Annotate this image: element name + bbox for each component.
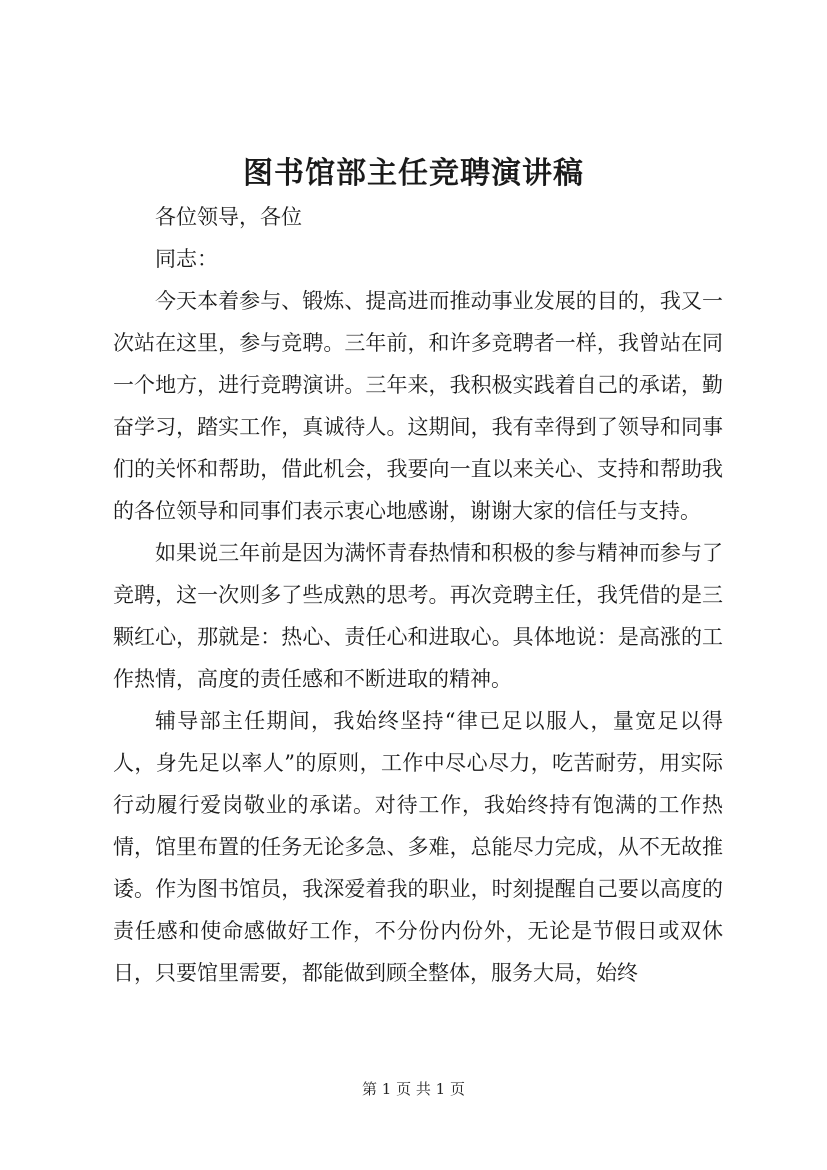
document-body bbox=[113, 196, 723, 994]
paragraph-2: 如果说三年前是因为满怀青春热情和积极的参与精神而参与了竞聘，这一次则多了些成熟的思考。再次竞聘主任，我凭借的是三颗红心，那就是：热心、责任心和进取心。具体地说：是高涨的工作热情，高度的责任感和不断进取的精神。 bbox=[113, 541, 723, 691]
salutation-line-1: 各位领导，各位 bbox=[155, 205, 302, 229]
document-title: 图书馆部主任竞聘演讲稿 bbox=[243, 156, 584, 191]
paragraph-1: 今天本着参与、锻炼、提高进而推动事业发展的目的，我又一次站在这里，参与竞聘。三年前，和许多竞聘者一样，我曾站在同一个地方，进行竞聘演讲。三年来，我积极实践着自己的承诺，勤奋学习，踏实工作，真诚待人。这期间，我有幸得到了领导和同事们的关怀和帮助，借此机会，我要向一直以来关心、支持和帮助我的各位领导和同事们表示衷心地感谢，谢谢大家的信任与支持。 bbox=[113, 289, 723, 523]
paragraph-3: 辅导部主任期间，我始终坚持“律已足以服人，量宽足以得人，身先足以率人”的原则，工作中尽心尽力，吃苦耐劳，用实际行动履行爱岗敬业的承诺。对待工作，我始终持有饱满的工作热情，馆里布置的任务无论多急、多难，总能尽力完成，从不无故推诿。作为图书馆员，我深爱着我的职业，时刻提醒自己要以高度的责任感和使命感做好工作，不分份内份外，无论是节假日或双休日，只要馆里需要，都能做到顾全整体，服务大局，始终 bbox=[113, 709, 723, 985]
salutation-line-2: 同志： bbox=[155, 247, 218, 271]
page-footer: 第 1 页 共 1 页 bbox=[362, 1080, 465, 1098]
